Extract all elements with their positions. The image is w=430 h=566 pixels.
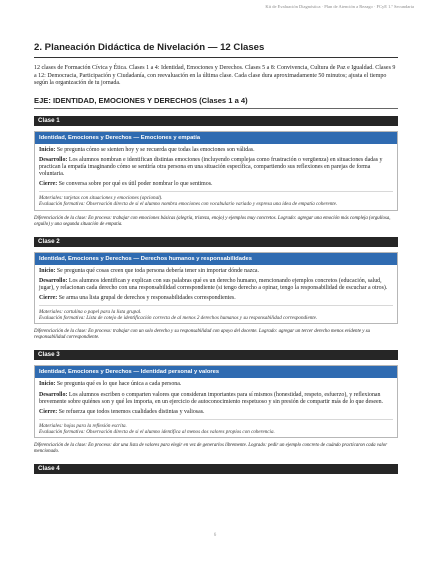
class-3-inicio [39, 381, 393, 388]
desarrollo-text: Los alumnos nombran e identifican distintas emociones (incluyendo complejas como frustración o vergüenza) en situaciones dadas y practican la empatía imaginando cómo se sentiría otra persona en una situación específica, compartiendo sus reflexiones en parejas de forma voluntaria. [39, 156, 383, 178]
class-1-materials: Materiales: tarjetas con situaciones y emociones (opcional). [39, 195, 163, 202]
card-divider [39, 419, 393, 420]
class-1-cierre [39, 181, 393, 188]
class-3-card [34, 365, 398, 438]
class-1-desarrollo [39, 157, 393, 178]
class-3-cierre [39, 409, 393, 416]
cierre-label: Cierre: [39, 294, 58, 301]
class-4-bar: Clase 4 [34, 464, 398, 474]
class-2-cierre [39, 295, 393, 302]
class-3-desarrollo [39, 392, 393, 406]
class-2-materials: Materiales: cartulina o papel para la lista grupal. [39, 309, 142, 316]
class-2-card [34, 252, 398, 325]
desarrollo-text: Los alumnos escriben o comparten valores que consideran importantes para sí mismos (honestidad, respeto, esfuerzo), y reflexionan brevemente sobre quiénes son y qué les importa, en un ejercicio de autoconocimiento respetuoso y sin presión de compartir más de lo que deseen. [39, 391, 384, 405]
class-3-bar: Clase 3 [34, 350, 398, 360]
desarrollo-text: Los alumnos identifican y explican con sus palabras qué es un derecho humano, mencionando ejemplos concretos (educación, salud, jugar), y relacionan cada derecho con una responsabilidad correspondiente (si tengo derecho a opinar, tengo la responsabilidad de escuchar a otros). [39, 277, 388, 291]
card-divider [39, 305, 393, 306]
desarrollo-label: Desarrollo: [39, 156, 68, 163]
class-1-inicio [39, 147, 393, 154]
class-2-card-title: Identidad, Emociones y Derechos — Derechos humanos y responsabilidades [35, 253, 397, 265]
class-2-desarrollo [39, 278, 393, 292]
cierre-text: Se refuerza que todos tenemos cualidades distintas y valiosas. [58, 408, 205, 415]
class-1-card [34, 131, 398, 211]
inicio-label: Inicio: [39, 146, 56, 153]
cierre-label: Cierre: [39, 181, 58, 188]
class-1-formative-eval: Evaluación formativa: Observación directa de si el alumno nombra emociones con vocabulario variado y expresa una idea de empatía coherente. [39, 201, 338, 208]
inicio-label: Inicio: [39, 381, 56, 388]
inicio-label: Inicio: [39, 267, 56, 274]
running-head: Kit de Evaluación Diagnóstica · Plan de Atención a Rezago · FCyE 1.º Secundaria [265, 4, 414, 9]
desarrollo-label: Desarrollo: [39, 391, 68, 398]
class-2-differentiation: Diferenciación de la clase: En proceso: trabajar con un solo derecho y su responsabilidad con apoyo del docente. Logrado: agregar un tercer derecho menos evidente y su responsabilidad correspondiente. [34, 329, 370, 341]
inicio-text: Se pregunta qué es lo que hace única a cada persona. [56, 381, 182, 388]
page-title: 2. Planeación Didáctica de Nivelación — 12 Clases [34, 42, 398, 58]
inicio-text: Se pregunta qué cosas creen que toda persona debería tener sin importar dónde nazca. [56, 267, 260, 274]
class-3-materials: Materiales: hojas para la reflexión escrita. [39, 422, 127, 429]
card-divider [39, 191, 393, 192]
class-1-bar: Clase 1 [34, 116, 398, 126]
class-1-differentiation: Diferenciación de la clase: En proceso: trabajar con emociones básicas (alegría, tristeza, enojo) y ejemplos muy concretos. Logrado: agregar una emoción más compleja (orgullosa, orgullo) y una segunda situación de empatía. [34, 215, 391, 227]
class-2-formative-eval: Evaluación formativa: Lista de cotejo de identificación correcta de al menos 2 derechos humanos y su responsabilidad correspondiente. [39, 315, 318, 322]
page-content [34, 42, 398, 479]
page-number: 6 [213, 533, 217, 538]
class-3-card-body [35, 378, 397, 437]
class-1-card-body [35, 144, 397, 210]
inicio-text: Se pregunta cómo se sienten hoy y se recuerda que todas las emociones son válidas. [56, 146, 255, 153]
cierre-text: Se arma una lista grupal de derechos y responsabilidades correspondientes. [58, 294, 236, 301]
class-2-card-body [35, 265, 397, 324]
cierre-label: Cierre: [39, 408, 58, 415]
class-3-differentiation: Diferenciación de la clase: En proceso: dar una lista de valores para elegir en vez de generarlos libremente. Logrado: pedir un ejemplo concreto de cuándo practicaron cada valor mencionado. [34, 443, 388, 455]
cierre-text: Se conversa sobre por qué es útil poder nombrar lo que sentimos. [58, 181, 213, 188]
class-3-card-title: Identidad, Emociones y Derechos — Identidad personal y valores [35, 366, 397, 378]
desarrollo-label: Desarrollo: [39, 277, 68, 284]
class-1-card-title: Identidad, Emociones y Derechos — Emociones y empatía [35, 132, 397, 144]
class-2-inicio [39, 268, 393, 275]
intro-paragraph: 12 clases de Formación Cívica y Ética. Clases 1 a 4: Identidad, Emociones y Derechos. Clases 5 a 8: Convivencia, Cultura de Paz e Igualdad. Clases 9 a 12: Democracia, Participación y Ciudadanía, con reevaluación en la última clase. Cada clase dura aproximadamente 50 minutos; ajusta el tiempo según la organización de tu jornada. [34, 65, 396, 87]
section-title: EJE: IDENTIDAD, EMOCIONES Y DERECHOS (Clases 1 a 4) [34, 96, 398, 109]
class-3-formative-eval: Evaluación formativa: Observación directa de si el alumno identifica al menos dos valores propios con coherencia. [39, 429, 275, 436]
class-2-bar: Clase 2 [34, 237, 398, 247]
